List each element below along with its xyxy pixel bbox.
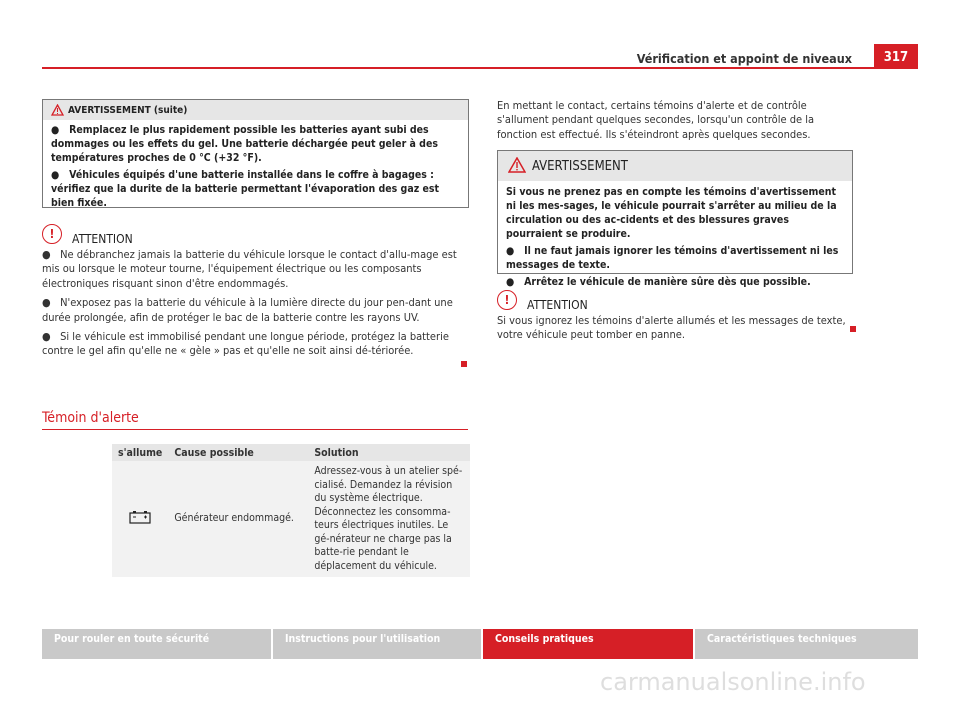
page-number: 317 — [874, 44, 918, 68]
warning-suite-header — [43, 100, 468, 120]
attention-right-title: ATTENTION — [527, 298, 588, 312]
intro-paragraph: En mettant le contact, certains témoins d'alerte et de contrôle s'allument pendant quelques secondes, lorsqu'un contrôle de la fonction est effectué. Ils s'éteindront après quelques secondes. — [497, 99, 815, 141]
list-item: ● Véhicules équipés d'une batterie installée dans le coffre à bagages : vérifiez que la durite de la batterie permettant l'évaporation des gaz est bien fixée. — [51, 169, 440, 209]
watermark: carmanualsonline.info — [600, 668, 866, 696]
warning-right-box — [497, 150, 853, 288]
warning-light-table — [112, 444, 470, 577]
list-item: ● Ne débranchez jamais la batterie du véhicule lorsque le contact d'allu-mage est mis ou lorsque le moteur tourne, l'équipement électrique ou les composants électroniques risquant sinon d'être endommagés. — [42, 248, 457, 290]
warning-right-intro: Si vous ne prenez pas en compte les témoins d'avertissement ni les mes-sages, le véhicule pourrait s'arrêter au milieu de la circulation ou des ac-cidents et des blessures graves pourraient se produire. — [506, 186, 837, 240]
col-header: Solution — [308, 444, 470, 461]
attention-icon: ! — [497, 290, 517, 310]
battery-warning-icon — [129, 515, 151, 527]
list-item: ● Il ne faut jamais ignorer les témoins d'avertissement ni les messages de texte. — [506, 245, 839, 271]
col-header: s'allume — [112, 444, 168, 461]
list-item: ● Remplacez le plus rapidement possible les batteries ayant subi des dommages ou les effets du gel. Une batterie déchargée peut geler à des températures proches de 0 °C (+32 °F). — [51, 124, 438, 164]
table-header-row — [112, 444, 470, 461]
table-cell-solution: Adressez-vous à un atelier spé-cialisé. Demandez la révision du système électrique. Déconnectez les consomma-teurs électriques inutiles. Le gé-nérateur ne charge pas la batte-rie pendant le déplacement du véhicule. — [308, 461, 470, 577]
section-end-marker — [461, 361, 467, 367]
header-rule — [42, 67, 918, 69]
table-cell-cause: Générateur endommagé. — [168, 461, 308, 577]
warning-right-header — [498, 151, 852, 181]
attention-left-title: ATTENTION — [72, 232, 133, 246]
list-item: ● Arrêtez le véhicule de manière sûre dès que possible. — [506, 276, 811, 288]
warning-right-title: AVERTISSEMENT — [532, 159, 628, 174]
footer-tab-instructions[interactable]: Instructions pour l'utilisation — [273, 629, 481, 659]
section-title: Témoin d'alerte — [42, 410, 139, 426]
attention-right-block — [497, 288, 853, 343]
section-rule — [42, 429, 468, 430]
attention-left-block — [42, 222, 462, 364]
warning-triangle-icon — [508, 157, 526, 179]
table-cell-icon — [112, 461, 168, 577]
warning-suite-box — [42, 99, 469, 208]
list-item: ● Si le véhicule est immobilisé pendant une longue période, protégez la batterie contre le gel afin qu'elle ne « gèle » pas et qu'elle ne soit ainsi dé-tériorée. — [42, 330, 449, 358]
footer-tab-safety[interactable]: Pour rouler en toute sécurité — [42, 629, 271, 659]
warning-suite-title: AVERTISSEMENT (suite) — [68, 105, 188, 116]
table-row — [112, 461, 470, 577]
list-item: ● N'exposez pas la batterie du véhicule à la lumière directe du jour pen-dant une durée prolongée, afin de protéger le bac de la batterie contre les rayons UV. — [42, 296, 453, 324]
warning-triangle-icon — [51, 104, 64, 120]
footer-tab-tips[interactable]: Conseils pratiques — [483, 629, 693, 659]
attention-right-text: Si vous ignorez les témoins d'alerte allumés et les messages de texte, votre véhicule peut tomber en panne. — [497, 314, 846, 342]
page-header-title: Vérification et appoint de niveaux — [636, 51, 852, 66]
footer-tab-specs[interactable]: Caractéristiques techniques — [695, 629, 918, 659]
col-header: Cause possible — [168, 444, 308, 461]
attention-icon: ! — [42, 224, 62, 244]
section-end-marker — [850, 326, 856, 332]
